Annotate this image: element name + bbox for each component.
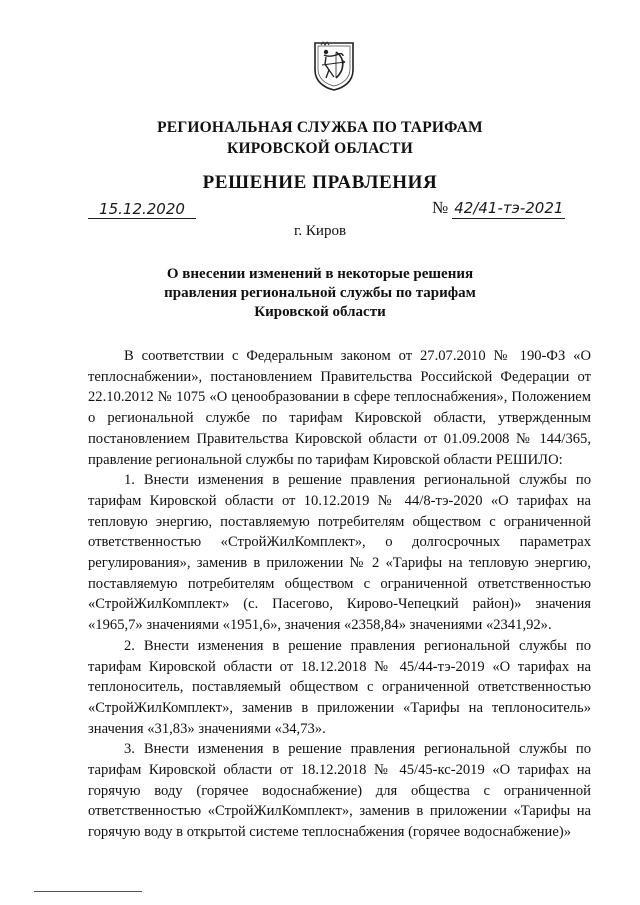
document-city: г. Киров (293, 223, 347, 239)
footnote-divider (34, 891, 142, 892)
document-type-title: РЕШЕНИЕ ПРАВЛЕНИЯ (202, 172, 438, 193)
number-sign: № (432, 198, 449, 217)
document-number-value: 42/41-тэ-2021 (454, 199, 564, 217)
document-subject (0, 265, 640, 322)
body-paragraph-item-3: 3. Внести изменения в решение правления региональной службы по тарифам Кировской области от 18.12.2018 № 45/45-кс-2019 «О тарифах на горячую воду (горячее водоснабжение) для общества с ограниченной ответственностью «СтройЖилКомплект», заменив в приложении «Тарифы на горячую воду в открытой системе теплоснабжения (горячее водоснабжение)» (88, 741, 591, 841)
body-paragraph-item-1: 1. Внести изменения в решение правления региональной службы по тарифам Кировской области от 10.12.2019 № 44/8-тэ-2020 «О тарифах на тепловую энергию, поставляемую потребителям обществом с ограниченной ответственностью «СтройЖилКомплект», о долгосрочных параметрах регулирования», заменив в приложении № 2 «Тарифы на тепловую энергию, поставляемую потребителям обществом с ограниченной ответственностью «СтройЖилКомплект» (с. Пасегово, Кирово-Чепецкий район)» значения «1965,7» значениями «1951,6», значения «2358,84» значениями «2341,92». (88, 472, 591, 634)
organization-name-line1: РЕГИОНАЛЬНАЯ СЛУЖБА ПО ТАРИФАМ (157, 119, 483, 136)
document-date: 15.12.2020 (88, 200, 196, 219)
organization-name-line2: КИРОВСКОЙ ОБЛАСТИ (227, 140, 413, 157)
body-paragraph-item-2: 2. Внести изменения в решение правления региональной службы по тарифам Кировской области от 18.12.2018 № 45/44-тэ-2019 «О тарифах на теплоноситель, поставляемый обществом с ограниченной ответственностью «СтройЖилКомплект», заменив в приложении «Тарифы на теплоноситель» значения «31,83» значениями «34,73». (88, 637, 591, 737)
subject-line2: правления региональной службы по тарифам (164, 285, 476, 301)
body-paragraph-preamble: В соответствии с Федеральным законом от 27.07.2010 № 190-ФЗ «О теплоснабжении», постановлением Правительства Российской Федерации от 22.10.2012 № 1075 «О ценообразовании в сфере теплоснабжения», Положением о региональной службе по тарифам Кировской области, утвержденным постановлением Правительства Кировской области от 01.09.2008 № 144/365, правление региональной службы по тарифам Кировской области РЕШИЛО: (88, 348, 591, 468)
subject-line3: Кировской области (254, 304, 386, 320)
document-body (88, 346, 591, 843)
subject-line1: О внесении изменений в некоторые решения (166, 266, 474, 282)
kirov-coat-of-arms-icon (312, 40, 356, 92)
document-number (432, 198, 565, 219)
organization-name (0, 117, 640, 159)
